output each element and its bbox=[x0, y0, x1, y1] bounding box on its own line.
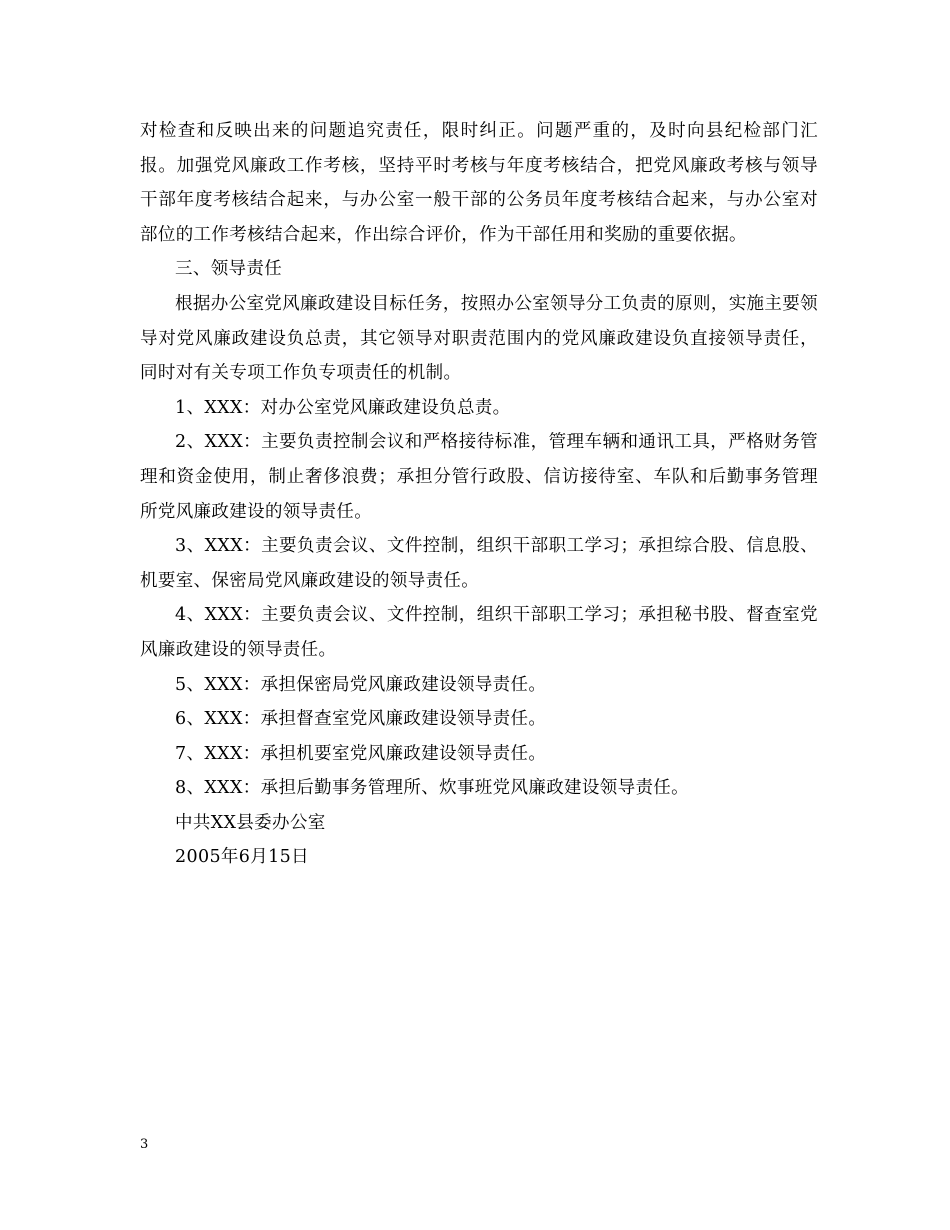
list-item-5: 5、XXX：承担保密局党风廉政建设领导责任。 bbox=[175, 674, 547, 695]
list-item-1: 1、XXX：对办公室党风廉政建设负总责。 bbox=[175, 397, 511, 418]
list-item-4: 4、XXX：主要负责会议、文件控制，组织干部职工学习；承担秘书股、督查室党风廉政建设的领导责任。 bbox=[140, 605, 818, 660]
document-body bbox=[140, 114, 818, 875]
list-item-7: 7、XXX：承担机要室党风廉政建设领导责任。 bbox=[175, 743, 547, 764]
list-item-2: 2、XXX：主要负责控制会议和严格接待标准，管理车辆和通讯工具，严格财务管理和资金使用，制止奢侈浪费；承担分管行政股、信访接待室、车队和后勤事务管理所党风廉政建设的领导责任。 bbox=[140, 432, 818, 522]
section-heading-leadership-responsibility: 三、领导责任 bbox=[175, 259, 283, 280]
list-item-8: 8、XXX：承担后勤事务管理所、炊事班党风廉政建设领导责任。 bbox=[175, 778, 690, 799]
list-item-3: 3、XXX：主要负责会议、文件控制，组织干部职工学习；承担综合股、信息股、机要室、保密局党风廉政建设的领导责任。 bbox=[140, 536, 818, 591]
paragraph-continuation: 对检查和反映出来的问题追究责任，限时纠正。问题严重的，及时向县纪检部门汇报。加强党风廉政工作考核，坚持平时考核与年度考核结合，把党风廉政考核与领导干部年度考核结合起来，与办公室一般干部的公务员年度考核结合起来，与办公室对部位的工作考核结合起来，作出综合评价，作为干部任用和奖励的重要依据。 bbox=[140, 121, 818, 245]
list-item-6: 6、XXX：承担督查室党风廉政建设领导责任。 bbox=[175, 709, 547, 730]
page-number: 3 bbox=[140, 1137, 149, 1152]
signature-date: 2005年6月15日 bbox=[175, 847, 309, 868]
signature-organization: 中共XX县委办公室 bbox=[175, 812, 326, 833]
paragraph-responsibility-principle: 根据办公室党风廉政建设目标任务，按照办公室领导分工负责的原则，实施主要领导对党风廉政建设负总责，其它领导对职责范围内的党风廉政建设负直接领导责任，同时对有关专项工作负专项责任的机制。 bbox=[140, 293, 818, 384]
